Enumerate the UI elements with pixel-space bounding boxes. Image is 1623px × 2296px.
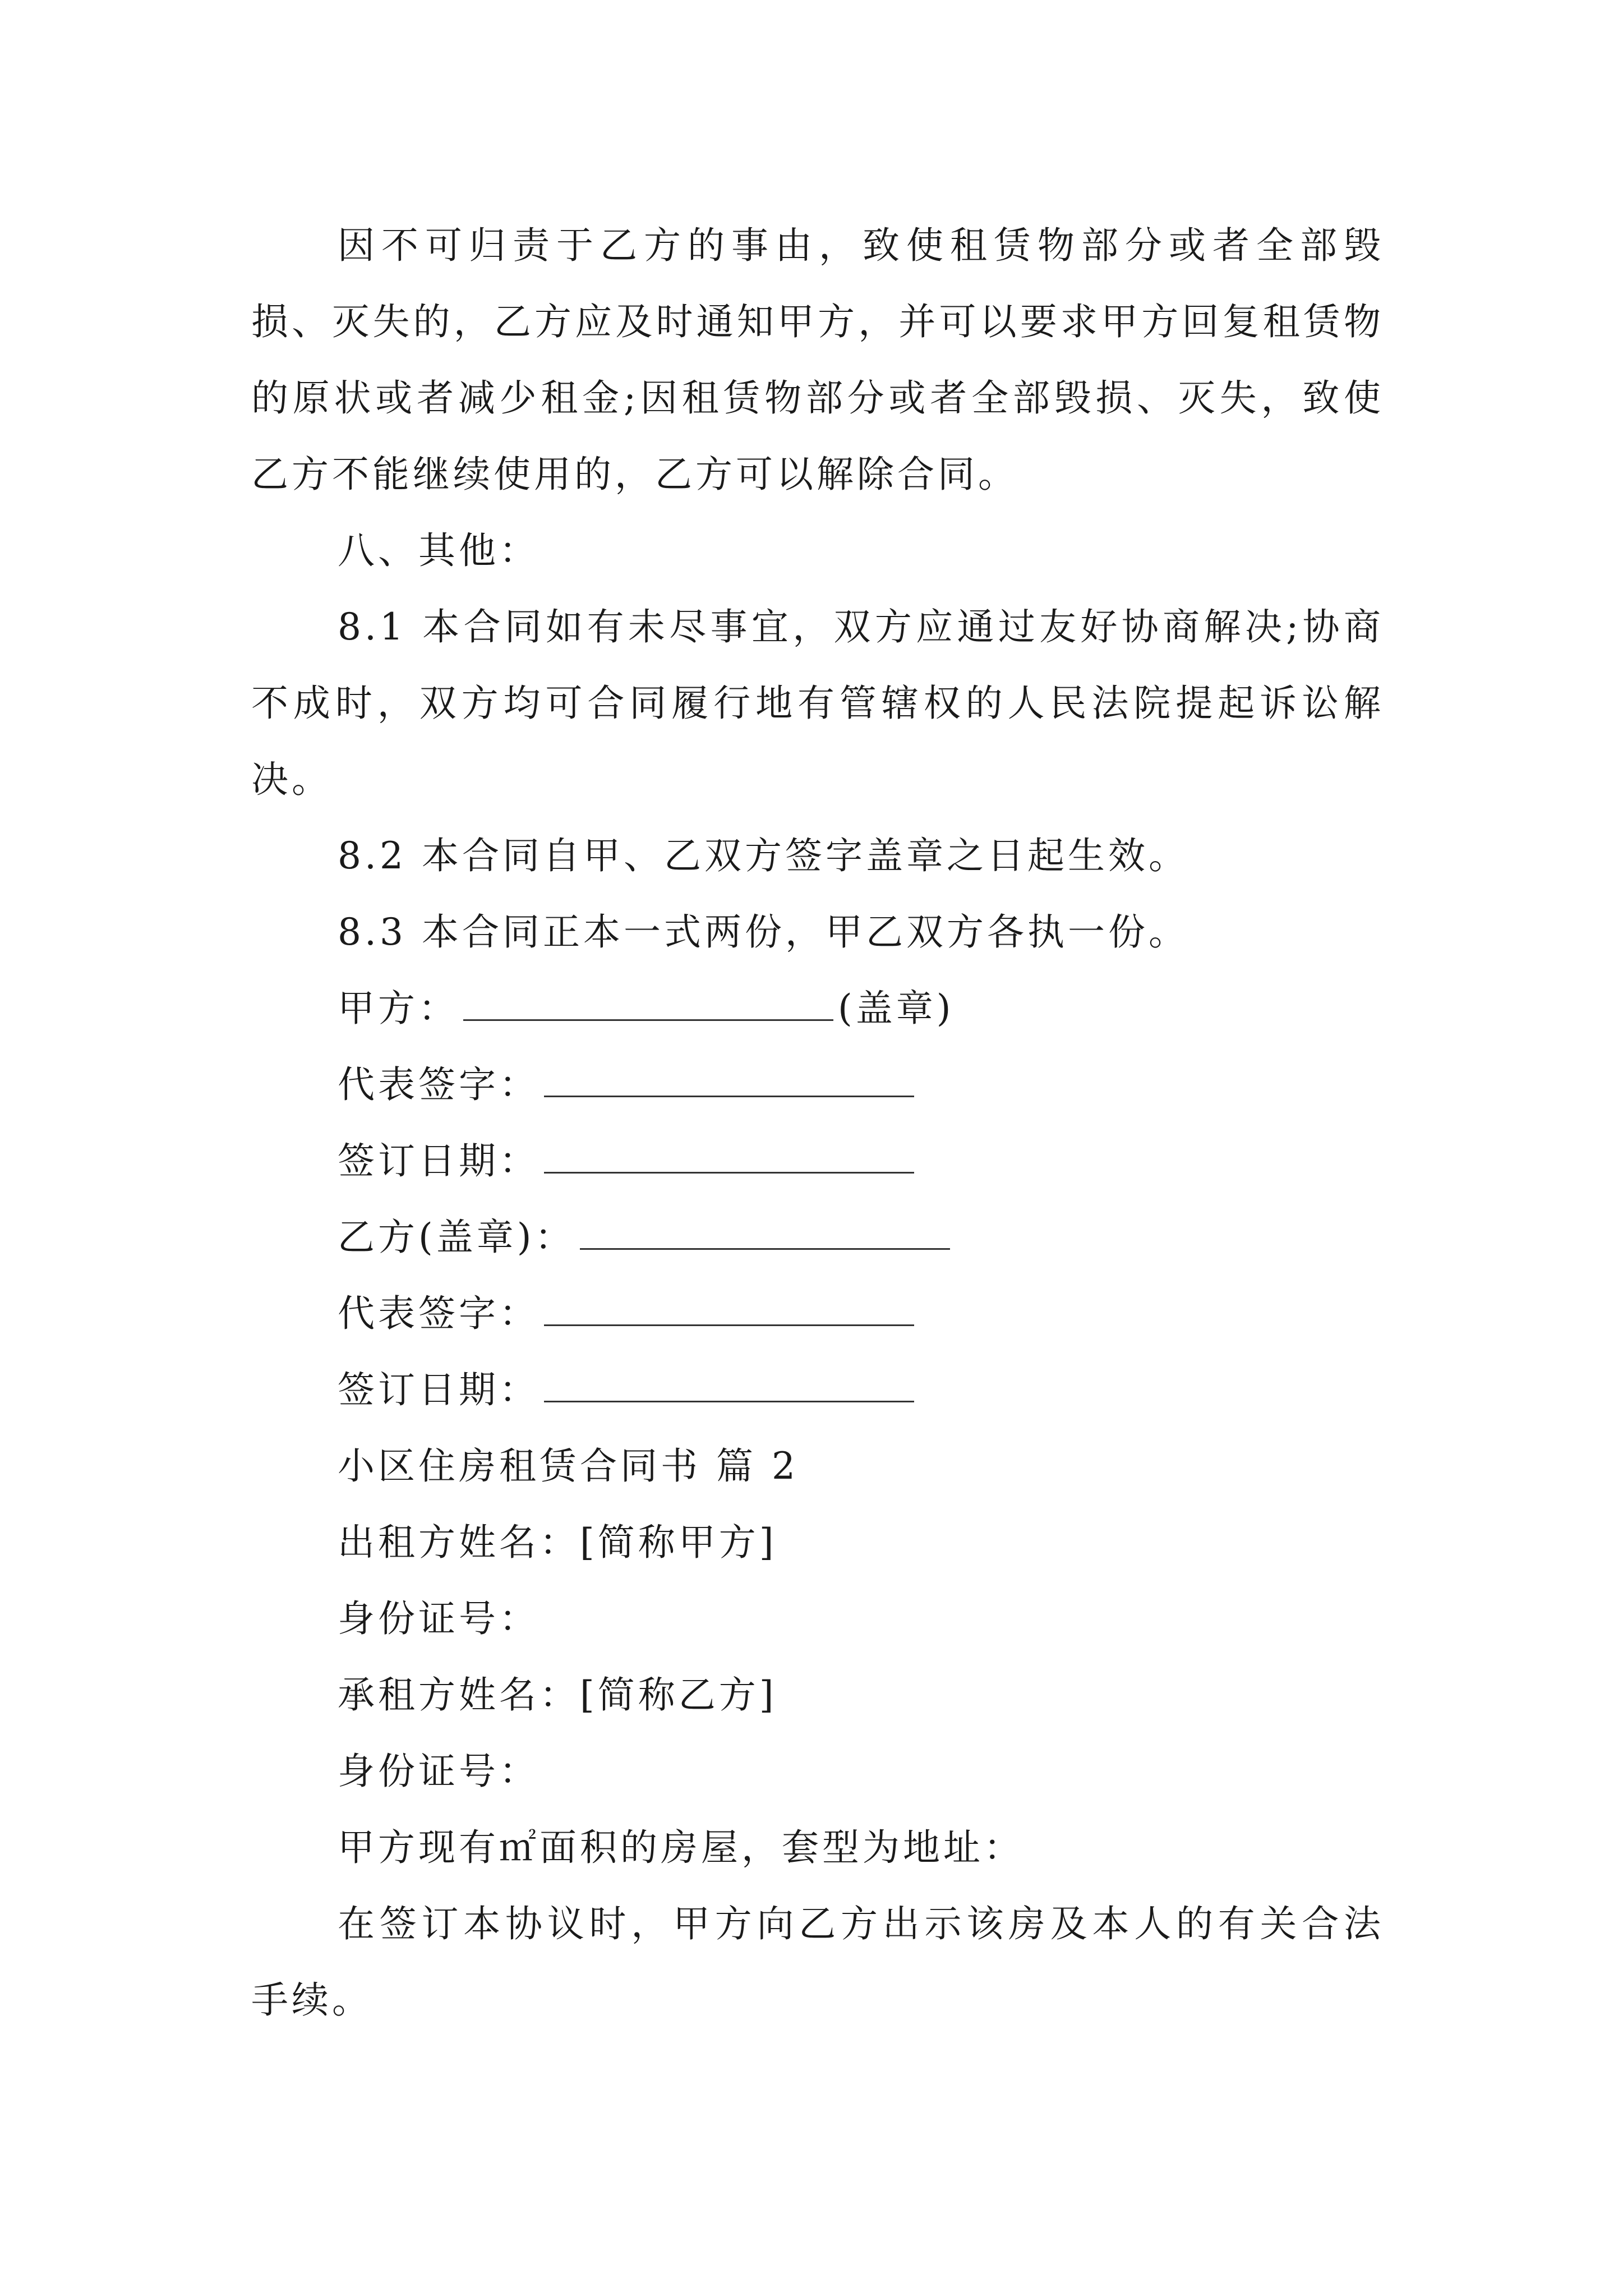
lessee-name: 承租方姓名：[简称乙方]: [338, 1673, 777, 1717]
contract-2-title: 小区住房租赁合同书 篇 2: [338, 1444, 799, 1488]
party-a-date-blank[interactable]: [544, 1170, 914, 1174]
clause-8-2: 8.2 本合同自甲、乙双方签字盖章之日起生效。: [338, 834, 1189, 877]
party-a-blank[interactable]: [463, 1017, 833, 1021]
party-b-label: 乙方(盖章)：: [338, 1216, 575, 1259]
party-a-signature-line: [251, 970, 1384, 1047]
party-a-date-label: 签订日期：: [338, 1139, 540, 1182]
party-b-rep-label: 代表签字：: [338, 1292, 540, 1335]
lessor-name: 出租方姓名：[简称甲方]: [338, 1521, 777, 1564]
party-a-rep-label: 代表签字：: [338, 1063, 540, 1106]
clause-8-3: 8.3 本合同正本一式两份，甲乙双方各执一份。: [338, 910, 1189, 954]
party-b-date-blank[interactable]: [544, 1398, 914, 1402]
signing-paragraph: 在签订本协议时，甲方向乙方出示该房及本人的有关合法手续。: [251, 1902, 1384, 2022]
party-b-representative-line: [251, 1276, 1384, 1352]
party-b-signature-line: [251, 1199, 1384, 1276]
section-8-heading: 八、其他：: [338, 529, 540, 572]
party-a-date-line: [251, 1123, 1384, 1199]
party-b-rep-blank[interactable]: [544, 1322, 914, 1326]
document-body: [251, 208, 1384, 2039]
party-b-date-line: [251, 1352, 1384, 1428]
clause-8-1: 8.1 本合同如有未尽事宜，双方应通过友好协商解决;协商不成时，双方均可合同履行地有管辖权的人民法院提起诉讼解决。: [251, 605, 1384, 801]
lessor-id: 身份证号：: [338, 1597, 540, 1640]
lessee-id: 身份证号：: [338, 1750, 540, 1793]
house-info: 甲方现有㎡面积的房屋，套型为地址：: [338, 1826, 1024, 1869]
party-b-date-label: 签订日期：: [338, 1368, 540, 1411]
party-a-label: 甲方：: [338, 987, 459, 1030]
paragraph-damage-clause: 因不可归责于乙方的事由，致使租赁物部分或者全部毁损、灭失的，乙方应及时通知甲方，并可以要求甲方回复租赁物的原状或者减少租金;因租赁物部分或者全部毁损、灭失，致使乙方不能继续使用的，乙方可以解除合同。: [251, 224, 1384, 496]
party-a-rep-blank[interactable]: [544, 1093, 914, 1097]
party-a-seal-suffix: (盖章): [838, 987, 955, 1030]
party-b-blank[interactable]: [580, 1246, 950, 1250]
party-a-representative-line: [251, 1047, 1384, 1123]
